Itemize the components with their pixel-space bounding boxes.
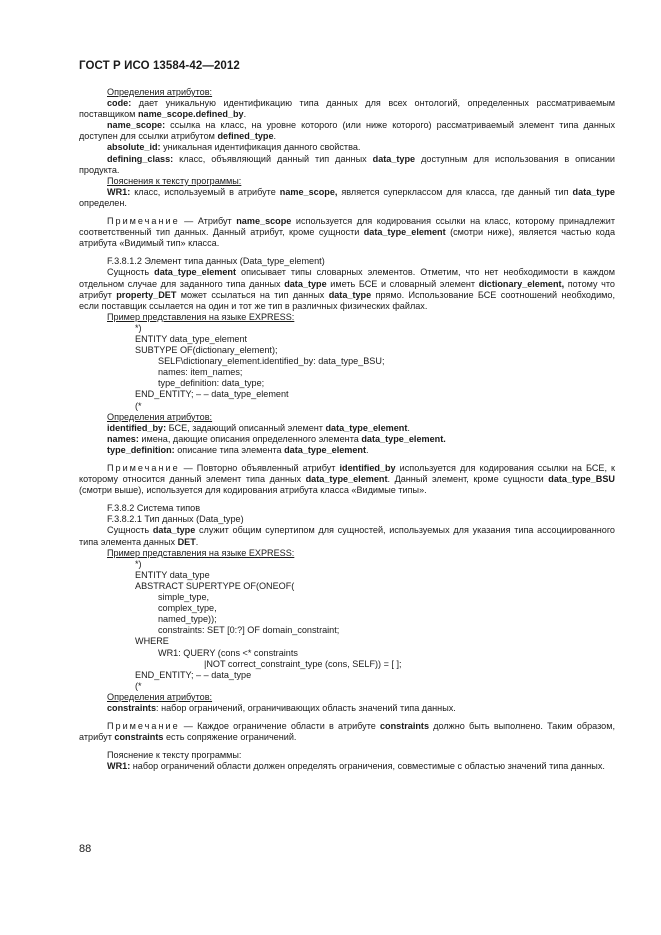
code-line: complex_type, xyxy=(158,603,217,614)
code-line: constraints: SET [0:?] OF domain_constraint; xyxy=(158,625,340,636)
code-line: WHERE xyxy=(135,636,169,647)
section-heading: F.3.8.1.2 Элемент типа данных (Data_type_element) xyxy=(107,256,325,267)
express-example-heading: Пример представления на языке EXPRESS: xyxy=(107,311,295,322)
program-notes-heading: Пояснения к тексту программы: xyxy=(107,175,242,186)
attr-constraints: constraints: набор ограничений, ограничивающих область значений типа данных. xyxy=(107,702,456,713)
code-line: END_ENTITY; – – data_type_element xyxy=(135,389,289,400)
code-line: ENTITY data_type_element xyxy=(135,333,248,344)
express-example-heading: Пример представления на языке EXPRESS: xyxy=(107,547,295,558)
paragraph: Сущность data_type_element описывает типы словарных элементов. Отметим, что нет необходимости в каждом отдельном случае для заданного типа данных data_type иметь БСЕ и словарный элемент dictionary_element, потому что атрибут property_DET может ссылаться на тип данных data_type прямо. Использование БСЕ соотношений необходимо, если поставщик ссылается на один и тот же тип в различных физических файлах. xyxy=(79,267,615,311)
note-3: Примечание — Каждое ограничение области в атрибуте constraints должно быть выполнено. Таким образом, атрибут constraints есть сопряжение ограничений. xyxy=(79,721,615,743)
program-notes-heading: Пояснение к тексту программы: xyxy=(107,750,242,761)
code-line: *) xyxy=(135,558,142,569)
note-2: Примечание — Повторно объявленный атрибут identified_by используется для кодирования ссылки на БСЕ, к которому относится данный элемент типа данных data_type_element. Данный элемент, кроме сущности data_type_BSU (смотри выше), используется для кодирования атрибута класса «Видимые типы». xyxy=(79,463,615,496)
attr-defs-heading: Определения атрибутов: xyxy=(107,87,213,97)
code-line: simple_type, xyxy=(158,592,210,603)
section-heading: F.3.8.2 Система типов xyxy=(107,503,201,514)
attr-identified-by: identified_by: БСЕ, задающий описанный элемент data_type_element. xyxy=(107,422,410,433)
code-line: (* xyxy=(135,680,142,691)
code-line: WR1: QUERY (cons <* constraints xyxy=(158,647,298,658)
code-line: type_definition: data_type; xyxy=(158,378,265,389)
code-line: *) xyxy=(135,322,142,333)
rule-wr1: WR1: набор ограничений области должен определять ограничения, совместимые с областью значений типа данных. xyxy=(107,761,605,772)
attr-type-definition: type_definition: описание типа элемента data_type_element. xyxy=(107,444,369,455)
code-line: ENTITY data_type xyxy=(135,569,210,580)
attr-names: names: имена, дающие описания определенного элемента data_type_element. xyxy=(107,433,446,444)
attr-defs-heading: Определения атрибутов: xyxy=(107,691,213,702)
page-content xyxy=(79,87,615,772)
page-header: ГОСТ Р ИСО 13584-42—2012 xyxy=(79,60,240,72)
code-line: (* xyxy=(135,400,142,411)
attr-absolute-id: absolute_id: уникальная идентификация данного свойства. xyxy=(107,142,361,153)
note-1: Примечание — Атрибут name_scope используется для кодирования ссылки на класс, которому принадлежит соответственный тип данных. Данный атрибут, кроме сущности data_type_element (смотри ниже), является частью кода атрибута «Видимый тип» класса. xyxy=(79,216,615,249)
attr-defs-heading: Определения атрибутов: xyxy=(107,411,213,422)
page-number: 88 xyxy=(79,843,92,855)
code-line: END_ENTITY; – – data_type xyxy=(135,669,252,680)
paragraph: Сущность data_type служит общим супертипом для сущностей, используемых для указания типа ассоциированного типа элемента данных DET. xyxy=(79,525,615,547)
code-line: SUBTYPE OF(dictionary_element); xyxy=(135,345,278,356)
code-line: names: item_names; xyxy=(158,367,243,378)
attr-code: code: дает уникальную идентификацию типа данных для всех онтологий, определенных рассматриваемым поставщиком name_scope.defined_by. xyxy=(79,98,615,120)
section-heading: F.3.8.2.1 Тип данных (Data_type) xyxy=(107,514,244,525)
code-line: |NOT correct_constraint_type (cons, SELF)) = [ ]; xyxy=(204,658,402,669)
rule-wr1: WR1: класс, используемый в атрибуте name_scope, является суперклассом для класса, где данный тип data_type определен. xyxy=(79,186,615,208)
code-line: ABSTRACT SUPERTYPE OF(ONEOF( xyxy=(135,580,295,591)
attr-name-scope: name_scope: ссылка на класс, на уровне которого (или ниже которого) рассматриваемый элемент типа данных доступен для ссылки атрибутом defined_type. xyxy=(79,120,615,142)
attr-defining-class: defining_class: класс, объявляющий данный тип данных data_type доступным для использования в описании продукта. xyxy=(79,153,616,175)
code-line: named_type)); xyxy=(158,614,217,625)
code-line: SELF\dictionary_element.identified_by: data_type_BSU; xyxy=(158,356,385,367)
